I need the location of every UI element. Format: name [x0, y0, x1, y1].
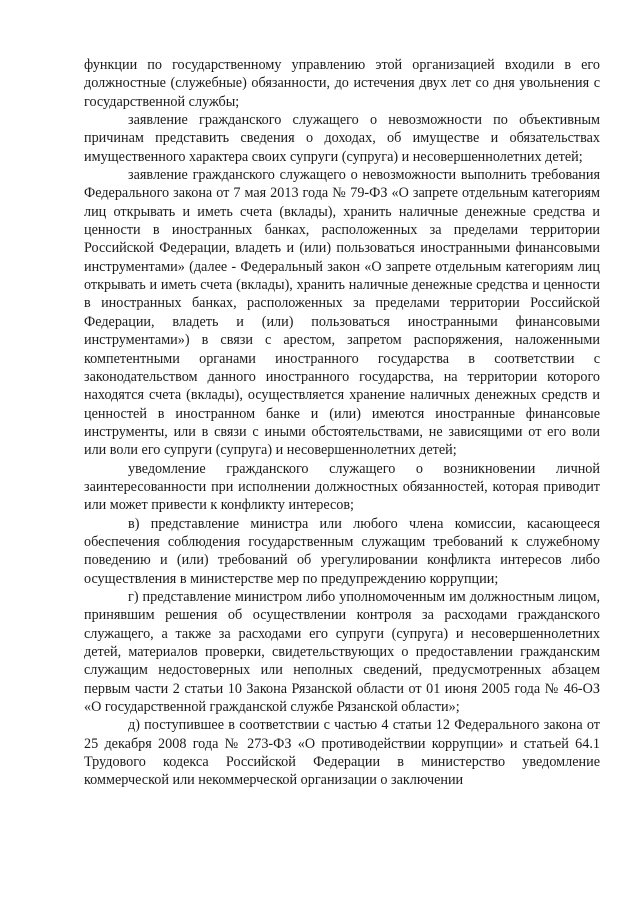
paragraph-item-g: г) представление министром либо уполномоченным им должностным лицом, принявшим решения об осуществлении контроля за расходами гражданского служащего, а также за расходами его супруги (супруга) и несовершеннолетних детей, материалов проверки, свидетельствующих о предоставлении гражданским служащим недостоверных или неполных сведений, предусмотренных абзацем первым части 2 статьи 10 Закона Рязанской области от 01 июня 2005 года № 46-ОЗ «О государственной гражданской службе Рязанской области»; — [84, 588, 600, 716]
paragraph-item-d: д) поступившее в соответствии с частью 4 статьи 12 Федерального закона от 25 декабря 2008 года № 273-ФЗ «О противодействии коррупции» и статьей 64.1 Трудового кодекса Российской Федерации в министерство уведомление коммерческой или некоммерческой организации о заключении — [84, 717, 600, 789]
paragraph-foreign-accounts: заявление гражданского служащего о невозможности выполнить требования Федерального закона от 7 мая 2013 года № 79-ФЗ «О запрете отдельным категориям лиц открывать и иметь счета (вклады), хранить наличные денежные средства и ценности в иностранных банках, расположенных за пределами территории Российской Федерации, владеть и (или) пользоваться иностранными финансовыми инструментами» (далее - Федеральный закон «О запрете отдельным категориям лиц открывать и иметь счета (вклады), хранить наличные денежные средства и ценности в иностранных банках, расположенных за пределами территории Российской Федерации, владеть и (или) пользоваться иностранными финансовыми инструментами») в связи с арестом, запретом распоряжения, наложенными компетентными органами иностранного государства в соответствии с законодательством данного иностранного государства, на территории которого находятся счета (вклады), осуществляется хранение наличных денежных средств и ценностей в иностранном банке и (или) имеются иностранные финансовые инструменты, или в связи с иными обстоятельствами, не зависящими от его воли или воли его супруги (супруга) и несовершеннолетних детей; — [84, 167, 600, 459]
paragraph-income-statement: заявление гражданского служащего о невозможности по объективным причинам представить сведения о доходах, об имуществе и обязательствах имущественного характера своих супруги (супруга) и несовершеннолетних детей; — [84, 112, 600, 165]
paragraph-item-v: в) представление министра или любого члена комиссии, касающееся обеспечения соблюдения государственным служащим требований к служебному поведению и (или) требований об урегулировании конфликта интересов либо осуществления в министерстве мер по предупреждению коррупции; — [84, 515, 600, 587]
document-body — [84, 56, 600, 790]
paragraph-continuation: функции по государственному управлению этой организацией входили в его должностные (служебные) обязанности, до истечения двух лет со дня увольнения с государственной службы; — [84, 57, 600, 110]
paragraph-conflict-notice: уведомление гражданского служащего о возникновении личной заинтересованности при исполнении должностных обязанностей, которая приводит или может привести к конфликту интересов; — [84, 460, 600, 514]
